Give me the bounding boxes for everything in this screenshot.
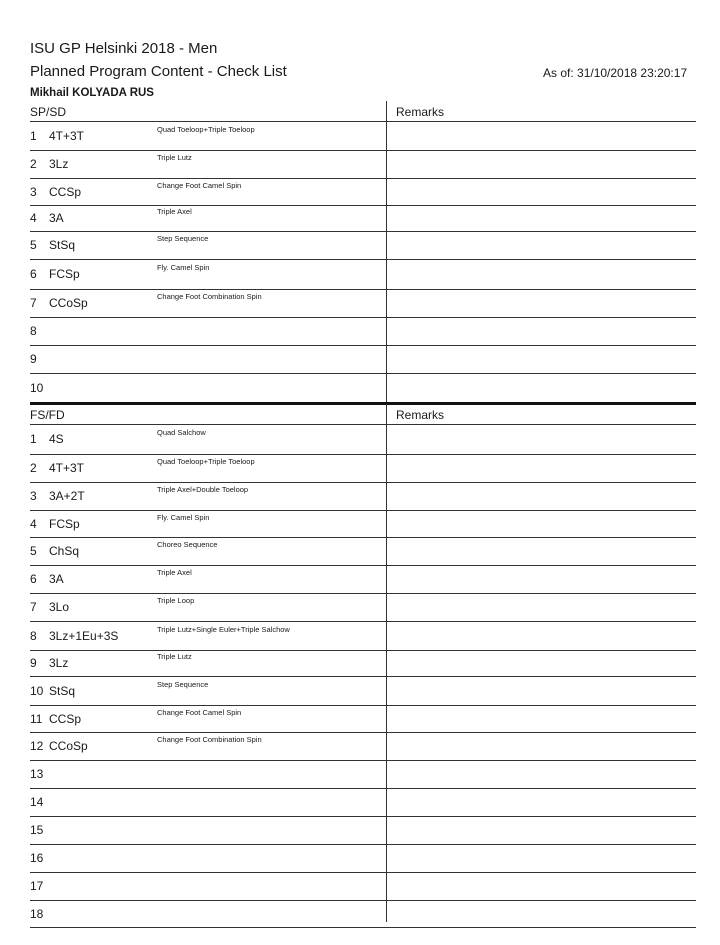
element-description: Triple Lutz xyxy=(157,652,192,661)
element-code: CCSp xyxy=(49,711,82,726)
element-row xyxy=(30,788,386,816)
element-code: 3A xyxy=(49,572,64,586)
element-number: 1 xyxy=(30,128,37,143)
remarks-header: Remarks xyxy=(396,408,445,422)
element-number: 3 xyxy=(30,184,37,199)
element-number: 8 xyxy=(30,324,37,338)
element-row xyxy=(30,872,386,900)
element-description: Triple Lutz+Single Euler+Triple Salchow xyxy=(157,624,290,634)
element-row xyxy=(30,317,386,345)
element-description: Fly. Camel Spin xyxy=(157,263,210,272)
element-code: 3Lo xyxy=(49,600,70,614)
element-code: 3A xyxy=(49,211,64,225)
element-description: Triple Axel xyxy=(157,207,192,216)
element-row xyxy=(30,816,386,844)
element-code: CCoSp xyxy=(49,739,88,753)
element-number: 8 xyxy=(30,628,37,643)
element-row xyxy=(30,676,386,705)
element-number: 9 xyxy=(30,656,37,670)
element-row xyxy=(30,482,386,510)
element-number: 9 xyxy=(30,352,37,366)
section-label: FS/FD xyxy=(30,408,65,422)
event-title: ISU GP Helsinki 2018 - Men xyxy=(30,40,218,57)
element-row xyxy=(30,900,386,927)
element-number: 7 xyxy=(30,600,37,614)
element-row xyxy=(30,565,386,593)
element-row xyxy=(30,510,386,537)
element-code: 4T+3T xyxy=(49,461,85,475)
element-number: 4 xyxy=(30,211,37,225)
element-description: Change Foot Combination Spin xyxy=(157,292,262,301)
element-row xyxy=(30,205,386,231)
element-row xyxy=(30,259,386,289)
section-divider xyxy=(30,402,696,405)
element-code: 3Lz xyxy=(49,656,69,670)
element-code: StSq xyxy=(49,683,76,698)
element-row xyxy=(30,345,386,373)
element-row xyxy=(30,150,386,178)
element-row xyxy=(30,593,386,621)
element-number: 3 xyxy=(30,489,37,503)
element-description: Triple Axel+Double Toeloop xyxy=(157,485,249,494)
element-code: 3Lz+1Eu+3S xyxy=(49,628,119,643)
remarks-header: Remarks xyxy=(396,105,445,119)
element-code: 3Lz xyxy=(49,157,69,171)
element-description: Quad Toeloop+Triple Toeloop xyxy=(157,457,255,466)
element-row xyxy=(30,121,386,150)
element-code: ChSq xyxy=(49,544,80,558)
element-number: 14 xyxy=(30,795,44,809)
element-row xyxy=(30,178,386,205)
element-row xyxy=(30,621,386,650)
element-number: 13 xyxy=(30,767,44,781)
element-row xyxy=(30,705,386,732)
element-number: 10 xyxy=(30,380,44,395)
element-number: 18 xyxy=(30,906,44,921)
element-description: Step Sequence xyxy=(157,234,209,243)
element-row xyxy=(30,289,386,317)
element-row xyxy=(30,424,386,454)
row-rule xyxy=(30,927,696,928)
element-description: Quad Salchow xyxy=(157,428,206,437)
element-description: Change Foot Camel Spin xyxy=(157,180,242,190)
element-number: 1 xyxy=(30,432,37,446)
element-number: 10 xyxy=(30,683,44,698)
element-row xyxy=(30,231,386,259)
element-number: 5 xyxy=(30,544,37,558)
element-row xyxy=(30,760,386,788)
element-description: Triple Loop xyxy=(157,596,195,605)
element-row xyxy=(30,650,386,676)
element-number: 2 xyxy=(30,461,37,475)
remarks-column-divider xyxy=(386,101,387,402)
element-code: FCSp xyxy=(49,516,80,531)
element-description: Quad Toeloop+Triple Toeloop xyxy=(157,124,255,134)
element-row xyxy=(30,454,386,482)
element-code: 3A+2T xyxy=(49,489,85,503)
section-label: SP/SD xyxy=(30,105,67,119)
element-description: Choreo Sequence xyxy=(157,540,218,549)
element-number: 15 xyxy=(30,823,44,837)
element-row xyxy=(30,537,386,565)
element-number: 11 xyxy=(30,711,43,726)
element-description: Fly. Camel Spin xyxy=(157,512,210,522)
as-of-timestamp: As of: 31/10/2018 23:20:17 xyxy=(543,66,688,80)
element-number: 7 xyxy=(30,296,37,310)
element-row xyxy=(30,373,386,402)
element-number: 5 xyxy=(30,238,37,252)
element-row xyxy=(30,732,386,760)
element-number: 4 xyxy=(30,516,37,531)
element-number: 6 xyxy=(30,267,37,281)
element-description: Change Foot Combination Spin xyxy=(157,735,262,744)
element-description: Step Sequence xyxy=(157,679,209,689)
element-number: 16 xyxy=(30,851,44,865)
element-code: 4T+3T xyxy=(49,128,85,143)
element-code: FCSp xyxy=(49,267,80,281)
element-description: Triple Lutz xyxy=(157,153,192,162)
element-code: CCoSp xyxy=(49,296,88,310)
element-description: Change Foot Camel Spin xyxy=(157,707,242,717)
element-code: CCSp xyxy=(49,184,82,199)
element-code: StSq xyxy=(49,238,76,252)
element-code: 4S xyxy=(49,432,64,446)
skater-name: Mikhail KOLYADA RUS xyxy=(30,87,154,99)
element-description: Triple Axel xyxy=(157,568,192,577)
element-number: 17 xyxy=(30,879,44,893)
element-number: 2 xyxy=(30,157,37,171)
document-title: Planned Program Content - Check List xyxy=(30,63,287,80)
element-row xyxy=(30,844,386,872)
element-number: 6 xyxy=(30,572,37,586)
element-number: 12 xyxy=(30,739,44,753)
